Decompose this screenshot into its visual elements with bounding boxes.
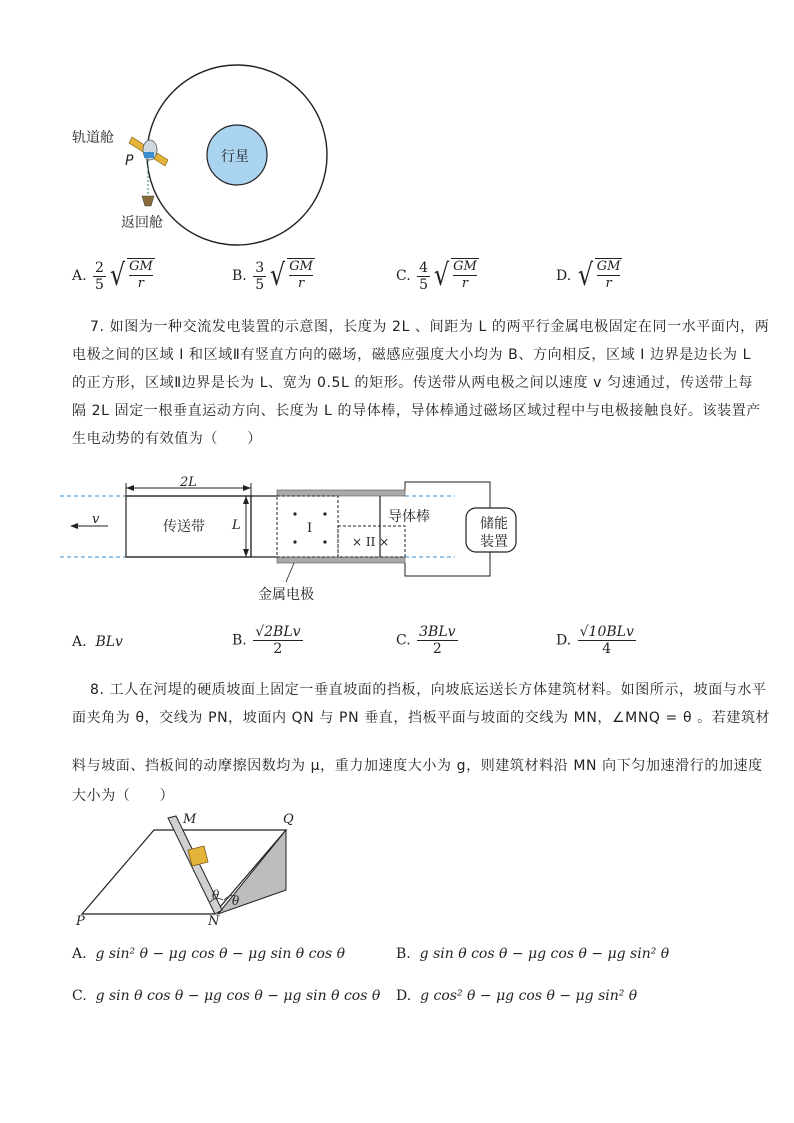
electrode-bottom [277, 557, 405, 563]
electrode-label: 金属电极 [258, 587, 314, 603]
storage-label-1: 储能 [480, 516, 508, 532]
planet-label: 行星 [221, 149, 249, 165]
q7-line-2: 电极之间的区域 I 和区域Ⅱ有竖直方向的磁场，磁感应强度大小均为 B、方向相反，区域 I 边界是边长为 L [72, 347, 752, 363]
q8-line-3: 料与坡面、挡板间的动摩擦因数均为 μ，重力加速度大小为 g，则建筑材料沿 MN 向下匀加速滑行的加速度 [72, 758, 763, 774]
q8-option-a: A. g sin² θ − μg cos θ − μg sin θ cos θ [72, 946, 346, 962]
q7-option-b: B. $\frac{\text{√2BLv}}{2}$ [232, 624, 301, 657]
q6-option-a: A. $\frac{2}{5}$ √ $\frac{GM}{r}$ [72, 258, 153, 293]
q7-line-5: 生电动势的有效值为（ ） [72, 431, 262, 447]
q8-option-d: D. g cos² θ − μg cos θ − μg sin² θ [396, 988, 638, 1004]
point-m-label: M [183, 812, 197, 827]
q7-option-d: D. $\frac{\text{√10BLv}}{4}$ [556, 624, 634, 657]
theta-label-2: θ [232, 894, 240, 908]
velocity-label: v [92, 512, 100, 527]
electrode-top [277, 490, 405, 496]
point-p-label-2: P [76, 914, 85, 929]
q7-line-1: 7. 如图为一种交流发电装置的示意图，长度为 2L 、间距为 L 的两平行金属电极固定在同一水平面内，两 [90, 319, 770, 335]
orbiter-label: 轨道舱 [72, 130, 114, 146]
point-q-label: Q [283, 812, 294, 827]
return-capsule-label: 返回舱 [121, 215, 163, 231]
q8-line-4: 大小为（ ） [72, 788, 175, 804]
q8-line-1: 8. 工人在河堤的硬质坡面上固定一垂直坡面的挡板，向坡底运送长方体建筑材料。如图所示，坡面与水平 [90, 682, 767, 698]
q6-option-b: B. $\frac{3}{5}$ √ $\frac{GM}{r}$ [232, 258, 313, 293]
dim-l-label: L [232, 518, 241, 533]
region-ii-label: × II × [352, 535, 390, 549]
q8-option-b: B. g sin θ cos θ − μg cos θ − μg sin² θ [396, 946, 670, 962]
building-material-block [188, 846, 208, 866]
q7-line-3: 的正方形，区域Ⅱ边界是长为 L、宽为 0.5L 的矩形。传送带从两电极之间以速度 v 匀速通过，传送带上每 [72, 375, 754, 391]
rod-label: 导体棒 [388, 509, 430, 525]
q6-option-d: D. √ $\frac{GM}{r}$ [556, 258, 621, 293]
region-i-label: I [307, 521, 313, 536]
theta-label-1: θ [212, 888, 220, 902]
storage-label-2: 装置 [480, 534, 508, 550]
return-capsule-icon [142, 196, 154, 206]
q8-line-2: 面夹角为 θ，交线为 PN，坡面内 QN 与 PN 垂直，挡板平面与坡面的交线为 MN，∠MNQ = θ 。若建筑材 [72, 710, 771, 726]
point-p-label: P [125, 153, 134, 169]
point-n-label: N [208, 914, 220, 929]
q6-option-c: C. $\frac{4}{5}$ √ $\frac{GM}{r}$ [396, 258, 477, 293]
q7-option-a: A. BLv [72, 634, 123, 650]
q8-option-c: C. g sin θ cos θ − μg cos θ − μg sin θ cos θ [72, 988, 381, 1004]
orbit-figure [60, 60, 340, 260]
dim-2l-label: 2L [180, 475, 197, 490]
q7-line-4: 隔 2L 固定一根垂直运动方向、长度为 L 的导体棒，导体棒通过磁场区域过程中与电极接触良好。该装置产 [72, 403, 761, 419]
belt-label: 传送带 [163, 519, 205, 535]
q7-option-c: C. $\frac{\text{3BLv}}{2}$ [396, 624, 456, 657]
